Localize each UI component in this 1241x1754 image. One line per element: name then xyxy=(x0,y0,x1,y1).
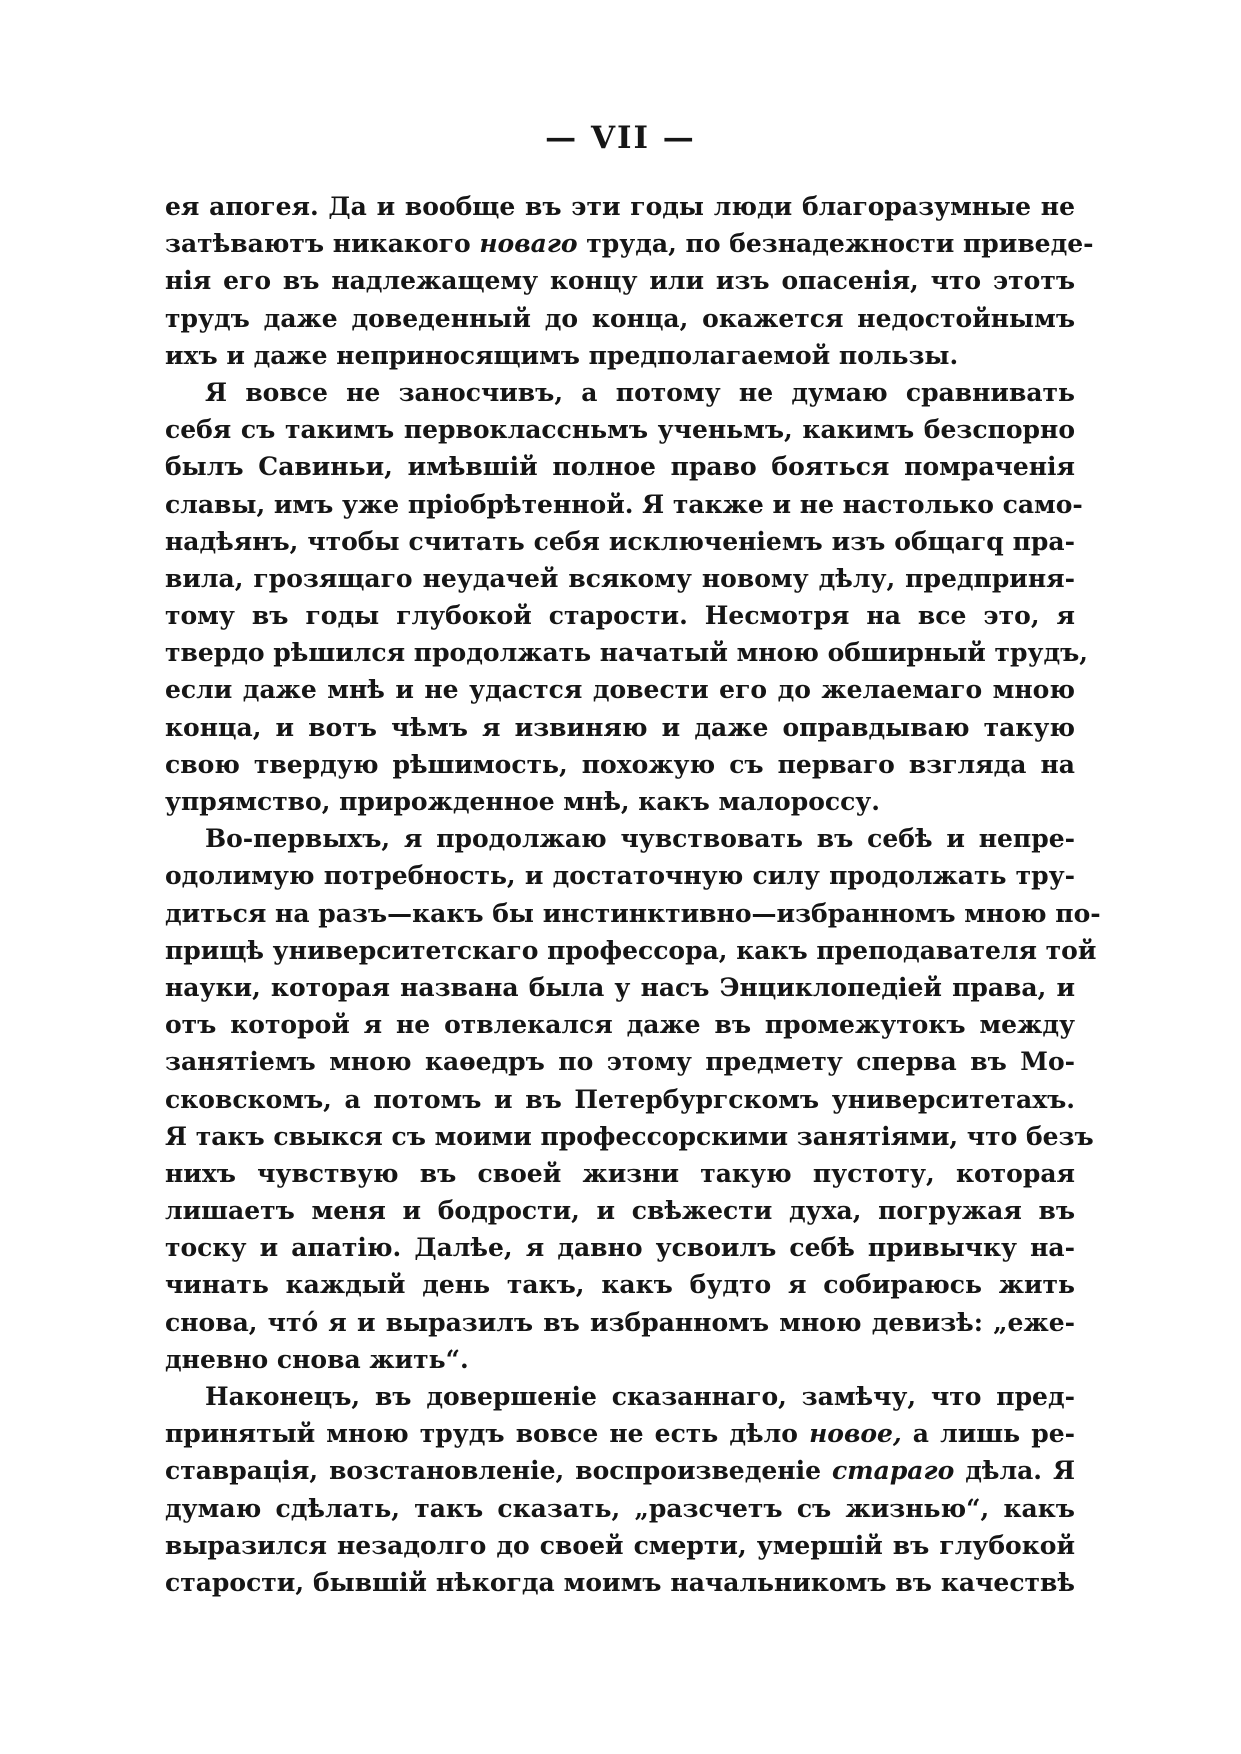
text-line: тоску и апатію. Далѣе, я давно усвоилъ себѣ привычку на- xyxy=(165,1233,1075,1263)
text-line: если даже мнѣ и не удастся довести его до желаемаго мною xyxy=(165,675,1075,705)
text-line: конца, и вотъ чѣмъ я извиняю и даже оправдываю такую xyxy=(165,712,1075,742)
text-line: вила, грозящаго неудачей всякому новому дѣлу, предприня- xyxy=(165,563,1075,593)
italic-emphasis: стараго xyxy=(831,1456,955,1486)
text-line: ея апогея. Да и вообще въ эти годы люди благоразумные не xyxy=(165,192,1075,221)
text-line: славы, имъ уже пріобрѣтенной. Я также и не настолько само- xyxy=(165,489,1083,519)
text-line: занятіемъ мною каѳедръ по этому предмету сперва въ Мо- xyxy=(165,1047,1075,1077)
body-text xyxy=(165,188,1101,1601)
text-line: сковскомъ, а потомъ и въ Петербургскомъ университетахъ. xyxy=(165,1084,1075,1114)
text-line: чинать каждый день такъ, какъ будто я собираюсь жить xyxy=(165,1270,1075,1300)
text-line: нихъ чувствую въ своей жизни такую пустоту, которая xyxy=(165,1158,1075,1188)
paragraph xyxy=(165,820,1101,1378)
text-line: тому въ годы глубокой старости. Несмотря на все это, я xyxy=(165,601,1075,631)
text-line: Я вовсе не заносчивъ, а потому не думаю сравнивать xyxy=(205,377,1075,407)
text-line: одолимую потребность, и достаточную силу продолжать тру- xyxy=(165,861,1075,891)
text-line: нія его въ надлежащему концу или изъ опасенія, что этотъ xyxy=(165,266,1075,296)
text-line: былъ Савиньи, имѣвшій полное право бояться помраченія xyxy=(165,452,1075,482)
text-line: ихъ и даже неприносящимъ предполагаемой пользы. xyxy=(165,340,959,370)
text-line: затѣваютъ никакого новаго труда, по безнадежности приведе- xyxy=(165,229,1094,259)
paragraph xyxy=(165,1378,1075,1601)
text-line: Я такъ свыкся съ моими профессорскими занятіями, что безъ xyxy=(165,1121,1094,1151)
text-line: старости, бывшій нѣкогда моимъ начальникомъ въ качествѣ xyxy=(165,1567,1075,1597)
text-line: упрямство, прирожденное мнѣ, какъ малороссу. xyxy=(165,787,881,816)
text-line: принятый мною трудъ вовсе не есть дѣло новое, а лишь ре- xyxy=(165,1419,1076,1449)
paragraph xyxy=(165,188,1094,374)
page-number: — VII — xyxy=(545,120,696,156)
text-line: дневно снова жить“. xyxy=(165,1344,469,1374)
text-line: прищѣ университетскаго профессора, какъ преподавателя той xyxy=(165,935,1097,965)
text-line: твердо рѣшился продолжать начатый мною обширный трудъ, xyxy=(165,638,1088,668)
text-line: трудъ даже доведенный до конца, окажется недостойнымъ xyxy=(165,303,1075,333)
text-line: снова, чтó я и выразилъ въ избранномъ мною девизѣ: „еже- xyxy=(165,1307,1075,1337)
text-line: свою твердую рѣшимость, похожую съ перваго взгляда на xyxy=(165,749,1075,779)
text-line: Наконецъ, въ довершеніе сказаннаго, замѣчу, что пред- xyxy=(205,1382,1075,1411)
text-line: диться на разъ—какъ бы инстинктивно—избранномъ мною по- xyxy=(165,898,1101,928)
text-line: себя съ такимъ первоклассньмъ ученьмъ, какимъ безспорно xyxy=(165,415,1075,445)
text-line: ставрація, возстановленіе, воспроизведеніе стараго дѣла. Я xyxy=(165,1456,1075,1486)
text-line: думаю сдѣлать, такъ сказать, „разсчетъ съ жизнью“, какъ xyxy=(165,1493,1075,1523)
text-line: лишаетъ меня и бодрости, и свѣжести духа, погружая въ xyxy=(165,1196,1075,1226)
text-line: отъ которой я не отвлекался даже въ промежутокъ между xyxy=(165,1010,1075,1040)
text-line: Во-первыхъ, я продолжаю чувствовать въ себѣ и непре- xyxy=(205,824,1075,854)
italic-emphasis: новое, xyxy=(809,1419,902,1449)
text-line: науки, которая названа была у насъ Энциклопедіей права, и xyxy=(165,972,1075,1002)
italic-emphasis: новаго xyxy=(479,229,578,259)
text-line: надѣянъ, чтобы считать себя исключеніемъ изъ общагq пра- xyxy=(165,526,1075,556)
paragraph xyxy=(165,374,1088,820)
text-line: выразился незадолго до своей смерти, умершій въ глубокой xyxy=(165,1530,1075,1560)
